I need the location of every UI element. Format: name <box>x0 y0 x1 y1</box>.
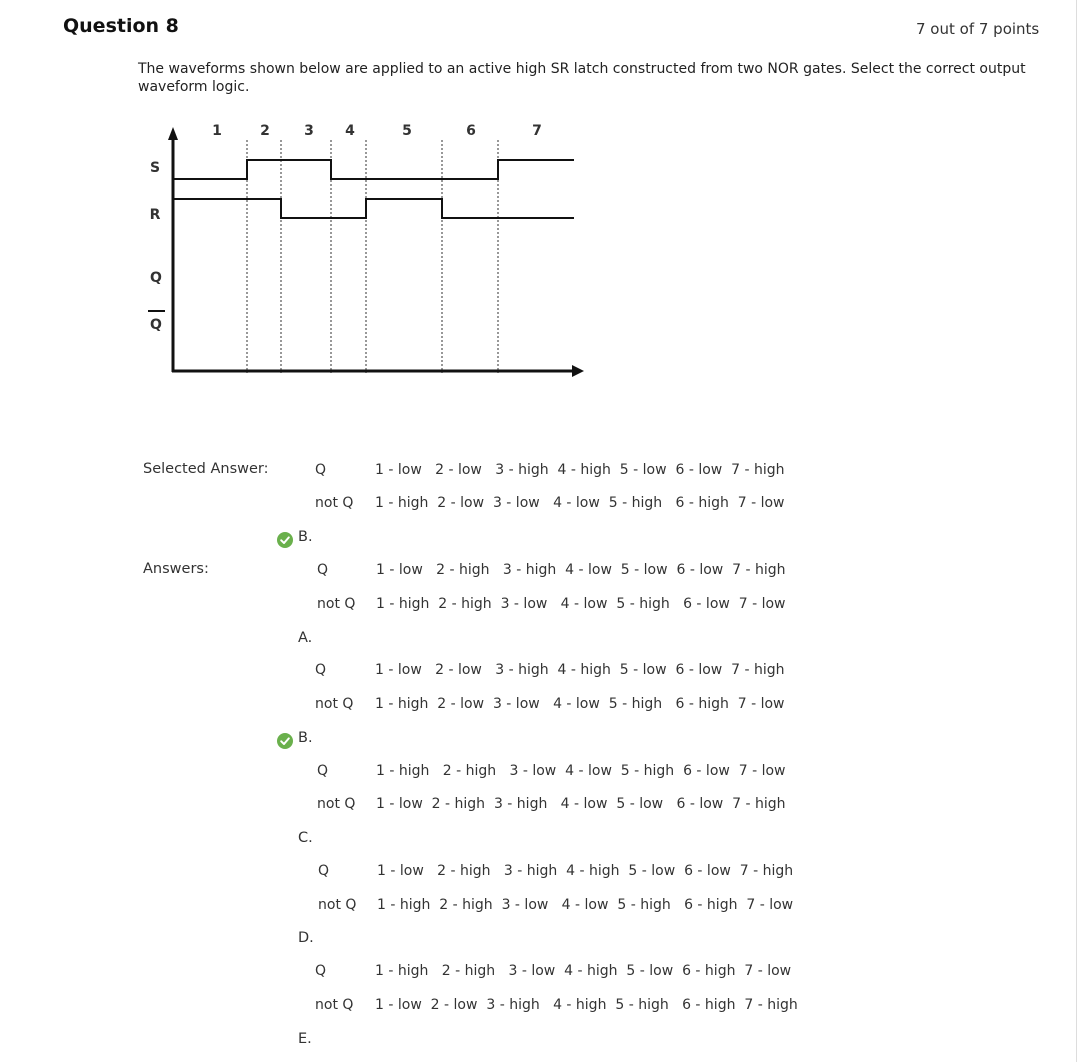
signal-label-r: R <box>149 207 161 223</box>
selected-q-values: 1 - low 2 - low 3 - high 4 - high 5 - low 6 - low 7 - high <box>375 462 785 478</box>
check-circle <box>277 733 293 749</box>
option-d-letter: D. <box>298 930 314 946</box>
interval-label-1: 1 <box>212 123 222 139</box>
s-waveform <box>173 160 574 179</box>
option-b-letter: B. <box>298 730 313 746</box>
interval-label-7: 7 <box>532 123 542 139</box>
option-e-letter: E. <box>298 1031 312 1047</box>
selected-answer-letter: B. <box>298 529 313 545</box>
option-b-q-label: Q <box>315 662 327 678</box>
sr-latch-timing-diagram <box>138 115 598 385</box>
option-b-q-values: 1 - low 2 - low 3 - high 4 - high 5 - low 6 - low 7 - high <box>375 662 785 678</box>
option-a-letter: A. <box>298 630 313 646</box>
option-e-notq-values: 1 - low 2 - low 3 - high 4 - high 5 - high 6 - high 7 - high <box>375 997 798 1013</box>
option-d-notq-label: not Q <box>318 897 357 913</box>
option-c-notq-values: 1 - low 2 - high 3 - high 4 - low 5 - low 6 - low 7 - high <box>376 796 786 812</box>
option-b-notq-values: 1 - high 2 - low 3 - low 4 - low 5 - high 6 - high 7 - low <box>375 696 785 712</box>
check-circle <box>277 532 293 548</box>
option-d-notq-values: 1 - high 2 - high 3 - low 4 - low 5 - high 6 - high 7 - low <box>377 897 794 913</box>
question-title: Question 8 <box>63 15 179 37</box>
selected-notq-label: not Q <box>315 495 354 511</box>
option-d-q-values: 1 - low 2 - high 3 - high 4 - high 5 - low 6 - low 7 - high <box>377 863 794 879</box>
signal-label-q: Q <box>150 270 162 286</box>
selected-q-label: Q <box>315 462 327 478</box>
interval-label-2: 2 <box>260 123 270 139</box>
interval-label-3: 3 <box>304 123 314 139</box>
option-e-q-label: Q <box>315 963 327 979</box>
option-a-q-label: Q <box>317 562 329 578</box>
y-axis-arrow <box>168 127 178 140</box>
correct-answer-check-icon <box>277 733 293 749</box>
option-d-q-label: Q <box>318 863 330 879</box>
signal-label-s: S <box>149 160 161 176</box>
option-a-notq-label: not Q <box>317 596 356 612</box>
option-c-q-label: Q <box>317 763 329 779</box>
option-c-notq-label: not Q <box>317 796 356 812</box>
question-text: The waveforms shown below are applied to an active high SR latch constructed from two NOR gates. Select the correct output waveform logic. <box>138 61 1026 95</box>
interval-label-5: 5 <box>402 123 412 139</box>
selected-answer-label: Selected Answer: <box>143 461 269 477</box>
option-e-notq-label: not Q <box>315 997 354 1013</box>
interval-label-6: 6 <box>466 123 476 139</box>
correct-check-icon <box>277 532 293 548</box>
x-axis-arrow <box>572 365 584 377</box>
selected-notq-values: 1 - high 2 - low 3 - low 4 - low 5 - high 6 - high 7 - low <box>375 495 785 511</box>
signal-label-q-bar: Q <box>150 317 162 333</box>
option-a-q-values: 1 - low 2 - high 3 - high 4 - low 5 - low 6 - low 7 - high <box>376 562 786 578</box>
option-c-q-values: 1 - high 2 - high 3 - low 4 - low 5 - high 6 - low 7 - low <box>376 763 786 779</box>
option-b-notq-label: not Q <box>315 696 354 712</box>
page-right-border <box>1076 0 1077 1062</box>
answers-label: Answers: <box>143 561 209 577</box>
option-c-letter: C. <box>298 830 313 846</box>
r-waveform <box>173 199 574 218</box>
option-e-q-values: 1 - high 2 - high 3 - low 4 - high 5 - low 6 - high 7 - low <box>375 963 792 979</box>
question-points: 7 out of 7 points <box>916 20 1040 38</box>
option-a-notq-values: 1 - high 2 - high 3 - low 4 - low 5 - high 6 - low 7 - low <box>376 596 786 612</box>
interval-label-4: 4 <box>345 123 355 139</box>
